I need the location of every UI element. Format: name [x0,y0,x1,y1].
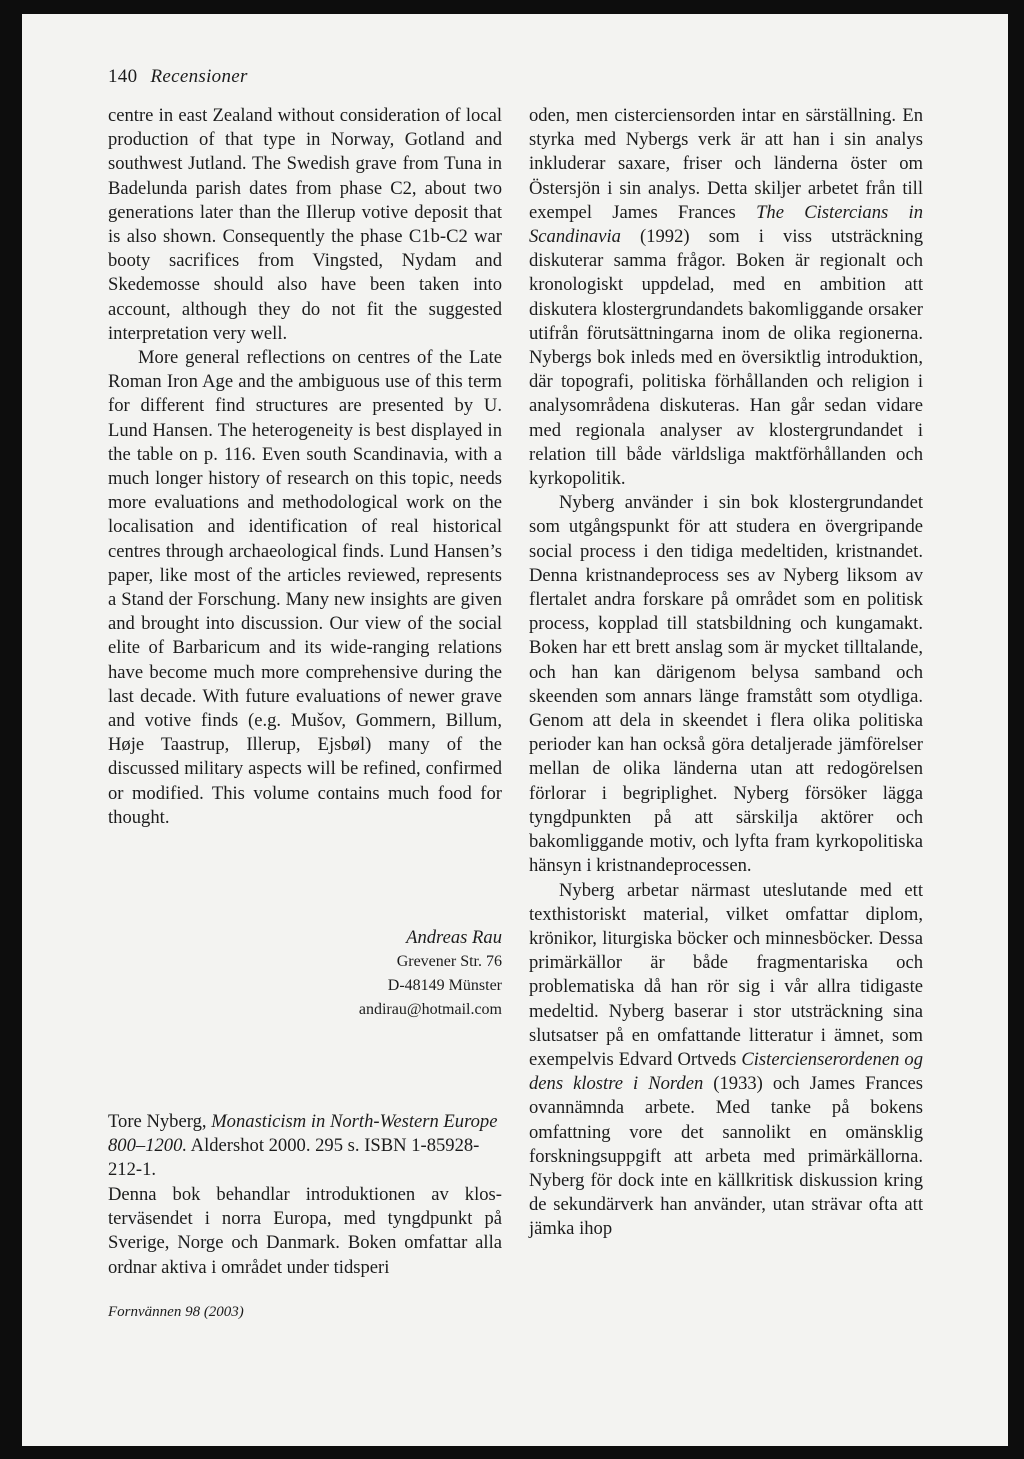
signature-city: D-48149 Münster [387,977,502,994]
running-head [108,66,248,88]
author-signature [108,926,502,1022]
section-title: Recensioner [150,66,248,87]
review-book-title: Monasticism in North-Western Europe 800–1200. [108,1111,498,1157]
text-run: (1992) som i viss utsträckning diskuterar samma frågor. Boken är regionalt och kronologiskt uppdelad, med en ambition att diskutera klostergrundandets bakomliggande orsaker utifrån förutsättningarna inom de olika regionerna. Nybergs bok inleds med en översiktlig introduktion, där topografi, politiska förhållanden och religion i analysområdena diskuteras. Han går sedan vidare med regionala analyser av klostergrundandet i relation till både världsliga maktförhållanden och kyrkopolitik. [529,226,923,490]
cited-title: Cistercienserordenen og dens klostre i Norden [529,1048,923,1095]
review-intro [108,1183,502,1280]
paragraph [529,104,923,491]
signature-email: andirau@hotmail.com [358,1001,502,1018]
text-run: Nyberg arbetar närmast uteslutande med ett texthistoriskt material, vilket omfattar diplom, krönikor, liturgiska böcker och minnesböcker. Dessa primärkällor är både fragmentariska och problematiska då han rör sig i vår allra tidigaste medeltid. Nyberg baserar i stor utsträckning sina slutsatser på en omfattande litteratur i ämnet, som exempelvis Edvard Ortveds [529,879,923,1070]
text-run: (1933) och James Frances ovannämnda arbete. Med tanke på bokens omfattning vore det sannolikt en omänsklig forskningsuppgift att arbeta med primärkällorna. Nyberg för dock inte en källkritisk diskussion kring de sekundärverk han använder, utan strävar ofta att jämka ihop [529,1073,923,1240]
signature-street: Grevener Str. 76 [396,953,502,970]
paragraph: Nyberg använder i sin bok klostergrundandet som utgångspunkt för att studera en övergripande social process i den tidiga medeltiden, kristnandet. Denna kristnandeprocess ses av Nyberg liksom av flertalet andra forskare på området som en politisk process, kopplad till statsbildning och kungamakt. Boken har ett brett anslag som är mycket tilltalande, och han kan därigenom belysa samband och skeenden som annars länge framstått som otydliga. Genom att dela in skeendet i flera olika politiska perioder kan han också göra detaljerade jämförelser mellan de olika länderna utan att redogörelsen förlorar i begriplighet. Nyberg försöker lägga tyngdpunkten på att särskilja aktörer och bakomliggande motiv, och lyfta fram kyrkopolitiska hänsyn i kristnandeprocessen. [529,492,923,877]
review-author: Tore Nyberg, [108,1111,207,1132]
paragraph: Denna bok behandlar introduktionen av klosterväsendet i norra Europa, med tyngdpunkt på Sverige, Norge och Danmark. Boken omfattar alla ordnar aktiva i området under tidsperi [108,1184,502,1278]
paragraph: More general reflections on centres of the Late Roman Iron Age and the ambiguous use of this term for different find structures are presented by U. Lund Hansen. The heterogeneity is best displayed in the table on p. 116. Even south Scandinavia, with a much longer history of research on this topic, needs more evaluations and methodological work on the localisation and identification of real historical centres through archaeological finds. Lund Hansen’s paper, like most of the articles reviewed, represents a Stand der Forschung. Many new insights are given and brought into discussion. Our view of the social elite of Barbaricum and its wide-ranging relations have become much more comprehensive during the last decade. With future evaluations of newer grave and votive finds (e.g. Mušov, Gommern, Billum, Høje Taastrup, Illerup, Ejsbøl) many of the discussed military aspects will be refined, confirmed or modified. This volume contains much food for thought. [108,347,502,828]
journal-page [22,14,1008,1446]
cited-title: The Cistercians in Scandinavia [529,201,923,248]
signature-name: Andreas Rau [406,927,502,948]
review-publication: Aldershot 2000. 295 s. ISBN 1-85928-212-1. [108,1135,480,1181]
journal-footer: Fornvännen 98 (2003) [108,1304,244,1320]
review-citation [108,1110,502,1183]
right-column [529,104,923,1242]
paragraph: centre in east Zealand without consideration of local production of that type in Norway, Gotland and southwest Jutland. The Swedish grave from Tuna in Badelunda parish dates from phase C2, about two generations later than the Illerup votive deposit that is also shown. Consequently the phase C1b-C2 war booty sacrifices from Vingsted, Nydam and Skedemosse should also have been taken into account, although they do not fit the suggested interpretation very well. [108,105,502,344]
left-column [108,104,502,830]
page-number: 140 [108,66,138,87]
paragraph [529,879,923,1242]
text-run: oden, men cisterciensorden intar en särställning. En styrka med Nybergs verk är att han i sin analys inkluderar saxare, friser och länderna öster om Östersjön i sin analys. Detta skiljer arbetet från till exempel James Frances [529,105,923,223]
